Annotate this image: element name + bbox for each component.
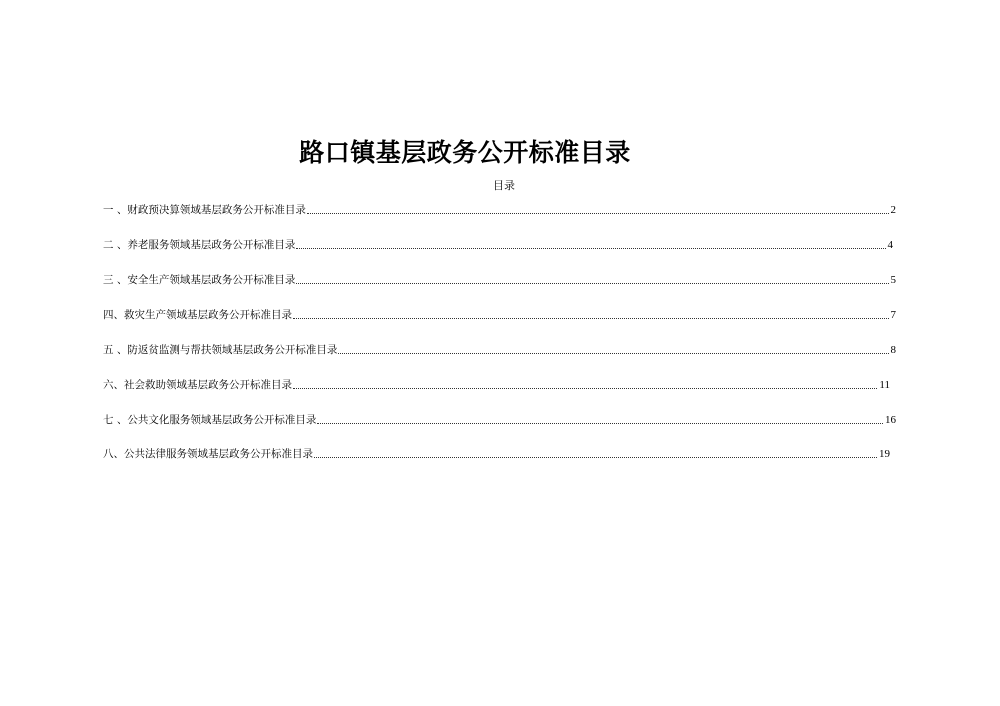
toc-entry[interactable] — [103, 446, 890, 462]
toc-entry-page: 11 — [879, 379, 890, 391]
toc-entry-page: 4 — [887, 239, 893, 251]
dot-leader — [314, 457, 877, 458]
toc-entry[interactable] — [103, 237, 893, 253]
toc-entry-label: 二 、养老服务领域基层政务公开标准目录 — [103, 239, 296, 251]
dot-leader — [296, 248, 885, 249]
toc-heading: 目录 — [493, 179, 515, 192]
toc-entry-label: 四、救灾生产领域基层政务公开标准目录 — [103, 309, 292, 321]
dot-leader — [296, 283, 888, 284]
toc-entry[interactable] — [103, 412, 896, 428]
document-title: 路口镇基层政务公开标准目录 — [299, 138, 631, 167]
toc-entry[interactable] — [103, 307, 896, 323]
toc-entry[interactable] — [103, 342, 896, 358]
dot-leader — [338, 353, 888, 354]
toc-entry-page: 19 — [879, 448, 890, 460]
dot-leader — [317, 423, 883, 424]
dot-leader — [293, 318, 889, 319]
dot-leader — [307, 213, 889, 214]
toc-entry[interactable] — [103, 377, 890, 393]
toc-entry-page: 7 — [890, 309, 896, 321]
toc-entry-label: 五 、防返贫监测与帮扶领域基层政务公开标准目录 — [103, 344, 338, 356]
dot-leader — [293, 388, 877, 389]
toc-entry[interactable] — [103, 202, 896, 218]
toc-entry-page: 8 — [890, 344, 896, 356]
toc-entry-label: 八、公共法律服务领域基层政务公开标准目录 — [103, 448, 313, 460]
toc-entry-label: 一 、财政预决算领域基层政务公开标准目录 — [103, 204, 306, 216]
toc-entry-label: 三 、安全生产领域基层政务公开标准目录 — [103, 274, 296, 286]
toc-entry-label: 六、社会救助领域基层政务公开标准目录 — [103, 379, 292, 391]
toc-entry[interactable] — [103, 272, 896, 288]
toc-entry-page: 5 — [890, 274, 896, 286]
toc-entry-page: 16 — [885, 414, 896, 426]
toc-entry-page: 2 — [890, 204, 896, 216]
toc-entry-label: 七 、公共文化服务领域基层政务公开标准目录 — [103, 414, 317, 426]
